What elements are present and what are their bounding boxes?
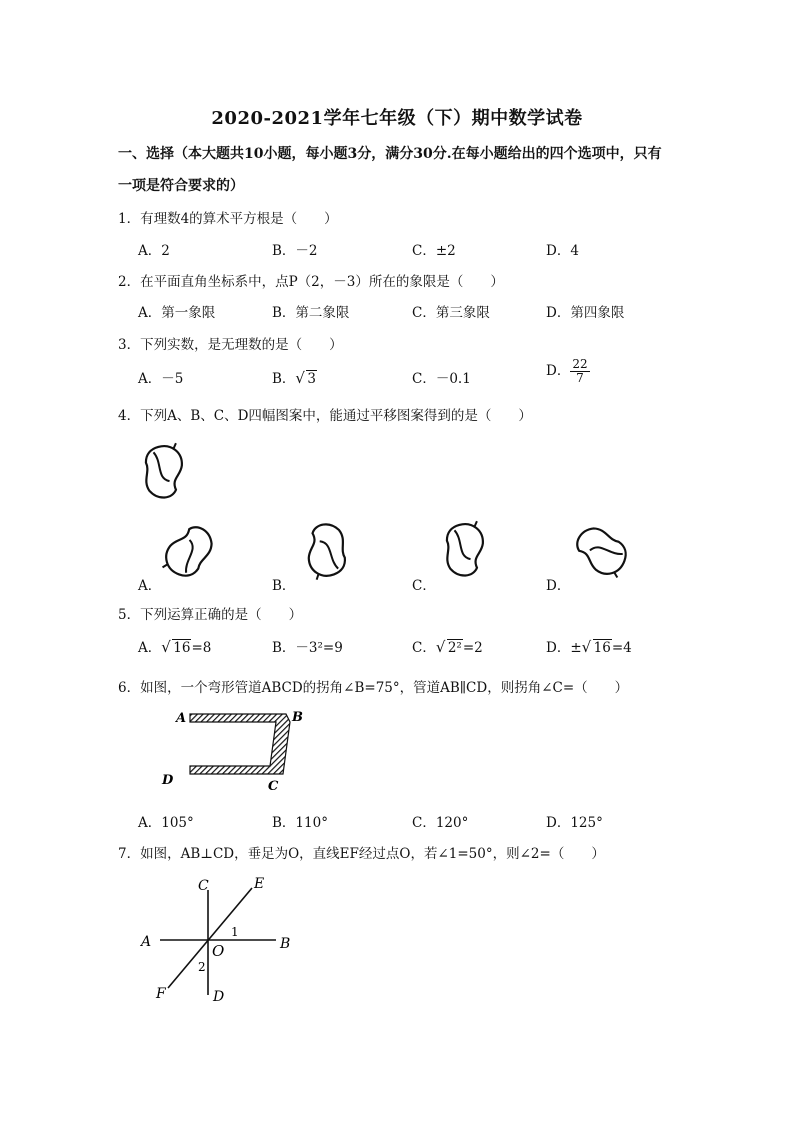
q3-option-d-label: D．	[546, 363, 571, 379]
q1-option-d: D．4	[546, 243, 579, 259]
q1-option-c: C．±2	[412, 243, 456, 259]
q5-option-a-label: A．	[138, 640, 162, 656]
q2-option-d: D．第四象限	[546, 305, 625, 321]
q5-option-c	[412, 636, 483, 656]
question-5-stem: 5．下列运算正确的是（ ）	[118, 607, 303, 623]
q5-option-a-result: =8	[191, 640, 212, 656]
question-1-stem: 1．有理数4的算术平方根是（ ）	[118, 211, 338, 227]
q6-label-b: B	[292, 710, 303, 725]
q7-label-d: D	[213, 989, 225, 1005]
q7-label-a: A	[141, 934, 152, 950]
q4-option-c: C．	[412, 578, 436, 594]
section-heading-line2: 一项是符合要求的）	[118, 178, 244, 194]
q6-label-d: D	[162, 773, 174, 788]
q7-label-o: O	[212, 942, 225, 960]
q4-option-a: A．	[138, 578, 162, 594]
q6-option-a: A．105°	[138, 815, 194, 831]
q5-option-a	[138, 636, 211, 656]
sqrt-symbol: √ 3	[295, 369, 317, 387]
q7-label-f: F	[156, 986, 166, 1002]
sqrt-symbol: √ 16	[161, 638, 191, 656]
q5-option-d-result: =4	[611, 640, 632, 656]
sqrt-symbol: √ 2²	[435, 638, 462, 656]
q6-label-a: A	[176, 711, 187, 726]
q5-option-c-result: =2	[462, 640, 483, 656]
question-4-stem: 4．下列A、B、C、D四幅图案中，能通过平移图案得到的是（ ）	[118, 408, 532, 424]
q2-option-b: B．第二象限	[272, 305, 350, 321]
q3-option-b-label: B．	[272, 371, 296, 387]
q7-angle-1: 1	[231, 925, 239, 939]
sqrt-symbol: √ 16	[581, 638, 611, 656]
q3-option-b-radicand: 3	[307, 371, 317, 387]
q1-option-b: B．－2	[272, 243, 318, 259]
q5-option-c-label: C．	[412, 640, 436, 656]
q3-option-c: C．－0.1	[412, 371, 471, 387]
paper-title: 2020-2021学年七年级（下）期中数学试卷	[211, 108, 583, 129]
q7-angle-2: 2	[198, 960, 206, 974]
q5-option-d	[546, 636, 632, 656]
question-7-stem: 7．如图，AB⊥CD，垂足为O，直线EF经过点O，若∠1=50°，则∠2=（ ）	[118, 846, 605, 862]
q6-label-c: C	[268, 779, 279, 794]
q4-figure-b	[299, 520, 354, 581]
q4-original-figure	[138, 442, 190, 501]
q4-option-b: B．	[272, 578, 296, 594]
question-6-stem: 6．如图，一个弯形管道ABCD的拐角∠B=75°，管道AB∥CD，则拐角∠C=（ ）	[118, 680, 629, 696]
q6-option-c: C．120°	[412, 815, 469, 831]
question-3-stem: 3．下列实数，是无理数的是（ ）	[118, 337, 343, 353]
q3-option-a: A．－5	[138, 371, 184, 387]
q7-label-e: E	[254, 876, 265, 892]
q5-option-c-radicand: 2²	[447, 640, 462, 656]
q4-option-d: D．	[546, 578, 571, 594]
q5-option-a-radicand: 16	[173, 640, 191, 656]
q6-option-d: D．125°	[546, 815, 603, 831]
q5-option-b: B．－3²=9	[272, 640, 343, 656]
q4-figure-a	[161, 520, 216, 581]
q4-figure-d	[570, 524, 631, 579]
q2-option-c: C．第三象限	[412, 305, 490, 321]
q7-lines-figure	[139, 876, 290, 1005]
q2-option-a: A．第一象限	[138, 305, 216, 321]
q6-option-b: B．110°	[272, 815, 328, 831]
q1-option-a: A．2	[138, 243, 170, 259]
section-heading-line1: 一、选择（本大题共10小题，每小题3分，满分30分.在每小题给出的四个选项中，只有	[118, 146, 662, 162]
q7-label-c: C	[198, 878, 209, 894]
q6-pipe-figure	[161, 710, 303, 794]
fraction-numerator: 22	[572, 357, 588, 371]
q7-label-b: B	[280, 936, 291, 952]
question-2-stem: 2．在平面直角坐标系中，点P（2，－3）所在的象限是（ ）	[118, 274, 504, 290]
q4-figure-c	[439, 520, 491, 579]
q5-option-d-label: D．±	[546, 640, 582, 656]
fraction-denominator: 7	[576, 371, 584, 385]
q5-option-d-radicand: 16	[593, 640, 611, 656]
line-ef	[168, 888, 252, 988]
